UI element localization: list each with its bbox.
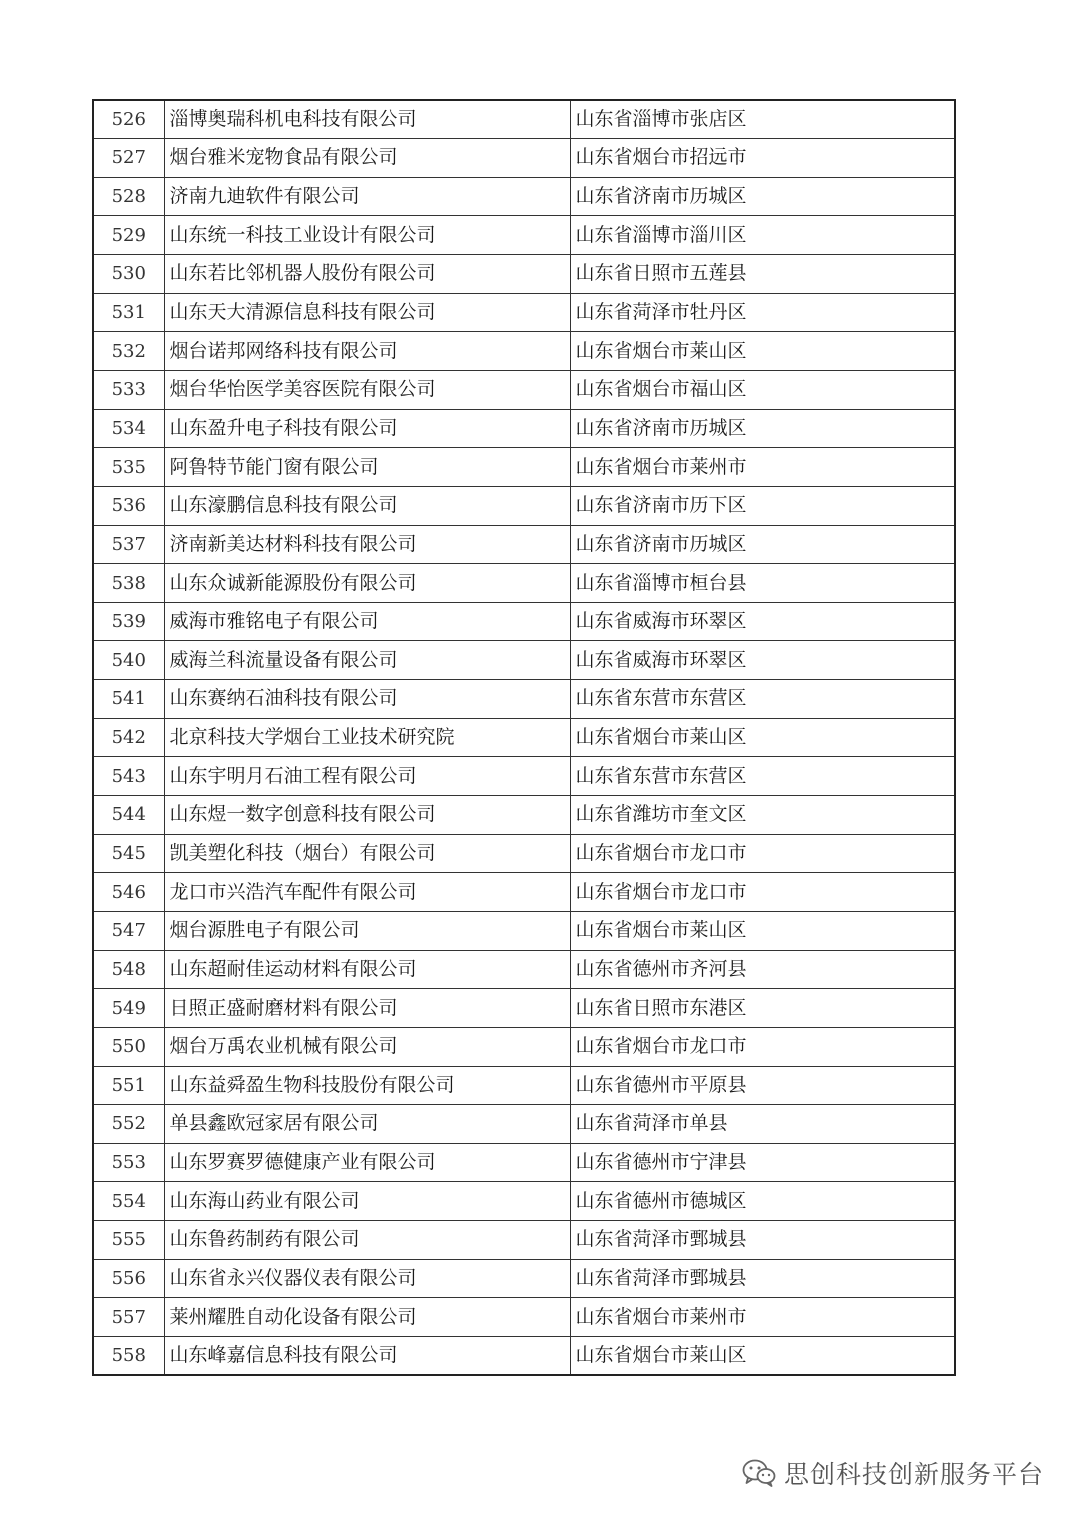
location-cell: 山东省潍坊市奎文区 [570,796,955,835]
location-cell: 山东省淄博市张店区 [570,100,955,139]
row-number-cell: 553 [93,1143,164,1182]
company-name-cell: 烟台万禹农业机械有限公司 [164,1027,570,1066]
company-name-cell: 山东益舜盈生物科技股份有限公司 [164,1066,570,1105]
location-cell: 山东省德州市宁津县 [570,1143,955,1182]
location-cell: 山东省烟台市莱山区 [570,332,955,371]
company-list-table [92,99,954,1376]
location-cell: 山东省德州市平原县 [570,1066,955,1105]
table-row [93,100,955,139]
table-row [93,564,955,603]
row-number-cell: 540 [93,641,164,680]
row-number-cell: 548 [93,950,164,989]
row-number-cell: 528 [93,177,164,216]
location-cell: 山东省烟台市龙口市 [570,873,955,912]
location-cell: 山东省烟台市莱山区 [570,911,955,950]
table-row [93,1143,955,1182]
row-number-cell: 545 [93,834,164,873]
company-name-cell: 凯美塑化科技（烟台）有限公司 [164,834,570,873]
row-number-cell: 526 [93,100,164,139]
location-cell: 山东省菏泽市鄄城县 [570,1221,955,1260]
location-cell: 山东省德州市齐河县 [570,950,955,989]
table-row [93,486,955,525]
row-number-cell: 527 [93,139,164,178]
company-name-cell: 威海兰科流量设备有限公司 [164,641,570,680]
company-name-cell: 山东天大清源信息科技有限公司 [164,293,570,332]
table-row [93,370,955,409]
company-name-cell: 烟台诺邦网络科技有限公司 [164,332,570,371]
location-cell: 山东省德州市德城区 [570,1182,955,1221]
table-row [93,255,955,294]
table-row [93,409,955,448]
company-name-cell: 山东超耐佳运动材料有限公司 [164,950,570,989]
location-cell: 山东省威海市环翠区 [570,641,955,680]
location-cell: 山东省烟台市招远市 [570,139,955,178]
company-name-cell: 济南九迪软件有限公司 [164,177,570,216]
location-cell: 山东省淄博市桓台县 [570,564,955,603]
company-name-cell: 山东宇明月石油工程有限公司 [164,757,570,796]
table-row [93,873,955,912]
row-number-cell: 543 [93,757,164,796]
location-cell: 山东省东营市东营区 [570,757,955,796]
table-row [93,950,955,989]
company-name-cell: 山东鲁药制药有限公司 [164,1221,570,1260]
company-name-cell: 单县鑫欧冠家居有限公司 [164,1105,570,1144]
table-row [93,796,955,835]
location-cell: 山东省济南市历城区 [570,525,955,564]
company-name-cell: 山东若比邻机器人股份有限公司 [164,255,570,294]
location-cell: 山东省烟台市福山区 [570,370,955,409]
location-cell: 山东省烟台市龙口市 [570,834,955,873]
company-name-cell: 威海市雅铭电子有限公司 [164,602,570,641]
table-row [93,1027,955,1066]
table-row [93,177,955,216]
row-number-cell: 539 [93,602,164,641]
company-table [92,99,956,1376]
table-row [93,216,955,255]
location-cell: 山东省济南市历城区 [570,409,955,448]
row-number-cell: 534 [93,409,164,448]
location-cell: 山东省烟台市莱山区 [570,718,955,757]
row-number-cell: 541 [93,680,164,719]
company-name-cell: 烟台华怡医学美容医院有限公司 [164,370,570,409]
row-number-cell: 554 [93,1182,164,1221]
table-row [93,680,955,719]
location-cell: 山东省淄博市淄川区 [570,216,955,255]
company-name-cell: 山东统一科技工业设计有限公司 [164,216,570,255]
row-number-cell: 550 [93,1027,164,1066]
table-row [93,293,955,332]
company-name-cell: 济南新美达材料科技有限公司 [164,525,570,564]
location-cell: 山东省东营市东营区 [570,680,955,719]
row-number-cell: 551 [93,1066,164,1105]
row-number-cell: 556 [93,1259,164,1298]
location-cell: 山东省菏泽市鄄城县 [570,1259,955,1298]
table-row [93,834,955,873]
row-number-cell: 547 [93,911,164,950]
row-number-cell: 544 [93,796,164,835]
row-number-cell: 538 [93,564,164,603]
table-row [93,139,955,178]
row-number-cell: 557 [93,1298,164,1337]
table-row [93,641,955,680]
row-number-cell: 546 [93,873,164,912]
table-row [93,1105,955,1144]
wechat-icon [742,1459,776,1487]
company-name-cell: 山东煜一数字创意科技有限公司 [164,796,570,835]
row-number-cell: 531 [93,293,164,332]
table-row [93,1066,955,1105]
row-number-cell: 536 [93,486,164,525]
table-row [93,911,955,950]
company-name-cell: 龙口市兴浩汽车配件有限公司 [164,873,570,912]
table-row [93,1259,955,1298]
location-cell: 山东省日照市东港区 [570,989,955,1028]
company-name-cell: 山东众诚新能源股份有限公司 [164,564,570,603]
location-cell: 山东省烟台市莱州市 [570,448,955,487]
table-row [93,525,955,564]
company-name-cell: 阿鲁特节能门窗有限公司 [164,448,570,487]
table-row [93,602,955,641]
row-number-cell: 529 [93,216,164,255]
company-name-cell: 山东赛纳石油科技有限公司 [164,680,570,719]
table-row [93,1182,955,1221]
table-row [93,448,955,487]
company-name-cell: 莱州耀胜自动化设备有限公司 [164,1298,570,1337]
company-name-cell: 山东濠鹏信息科技有限公司 [164,486,570,525]
table-row [93,757,955,796]
row-number-cell: 552 [93,1105,164,1144]
location-cell: 山东省烟台市莱州市 [570,1298,955,1337]
company-name-cell: 日照正盛耐磨材料有限公司 [164,989,570,1028]
company-name-cell: 烟台源胜电子有限公司 [164,911,570,950]
location-cell: 山东省烟台市龙口市 [570,1027,955,1066]
table-row [93,332,955,371]
row-number-cell: 537 [93,525,164,564]
row-number-cell: 532 [93,332,164,371]
company-name-cell: 淄博奥瑞科机电科技有限公司 [164,100,570,139]
row-number-cell: 555 [93,1221,164,1260]
location-cell: 山东省菏泽市单县 [570,1105,955,1144]
location-cell: 山东省日照市五莲县 [570,255,955,294]
company-name-cell: 山东海山药业有限公司 [164,1182,570,1221]
table-row [93,989,955,1028]
company-name-cell: 山东盈升电子科技有限公司 [164,409,570,448]
table-row [93,1298,955,1337]
row-number-cell: 535 [93,448,164,487]
location-cell: 山东省济南市历城区 [570,177,955,216]
table-row [93,1337,955,1376]
row-number-cell: 542 [93,718,164,757]
company-name-cell: 烟台雅米宠物食品有限公司 [164,139,570,178]
table-row [93,1221,955,1260]
row-number-cell: 549 [93,989,164,1028]
table-body [93,100,955,1375]
table-row [93,718,955,757]
company-name-cell: 山东峰嘉信息科技有限公司 [164,1337,570,1376]
company-name-cell: 北京科技大学烟台工业技术研究院 [164,718,570,757]
row-number-cell: 533 [93,370,164,409]
location-cell: 山东省威海市环翠区 [570,602,955,641]
location-cell: 山东省济南市历下区 [570,486,955,525]
location-cell: 山东省菏泽市牡丹区 [570,293,955,332]
row-number-cell: 558 [93,1337,164,1376]
row-number-cell: 530 [93,255,164,294]
location-cell: 山东省烟台市莱山区 [570,1337,955,1376]
company-name-cell: 山东罗赛罗德健康产业有限公司 [164,1143,570,1182]
watermark [742,1453,1044,1493]
company-name-cell: 山东省永兴仪器仪表有限公司 [164,1259,570,1298]
watermark-text: 思创科技创新服务平台 [783,1460,1044,1489]
